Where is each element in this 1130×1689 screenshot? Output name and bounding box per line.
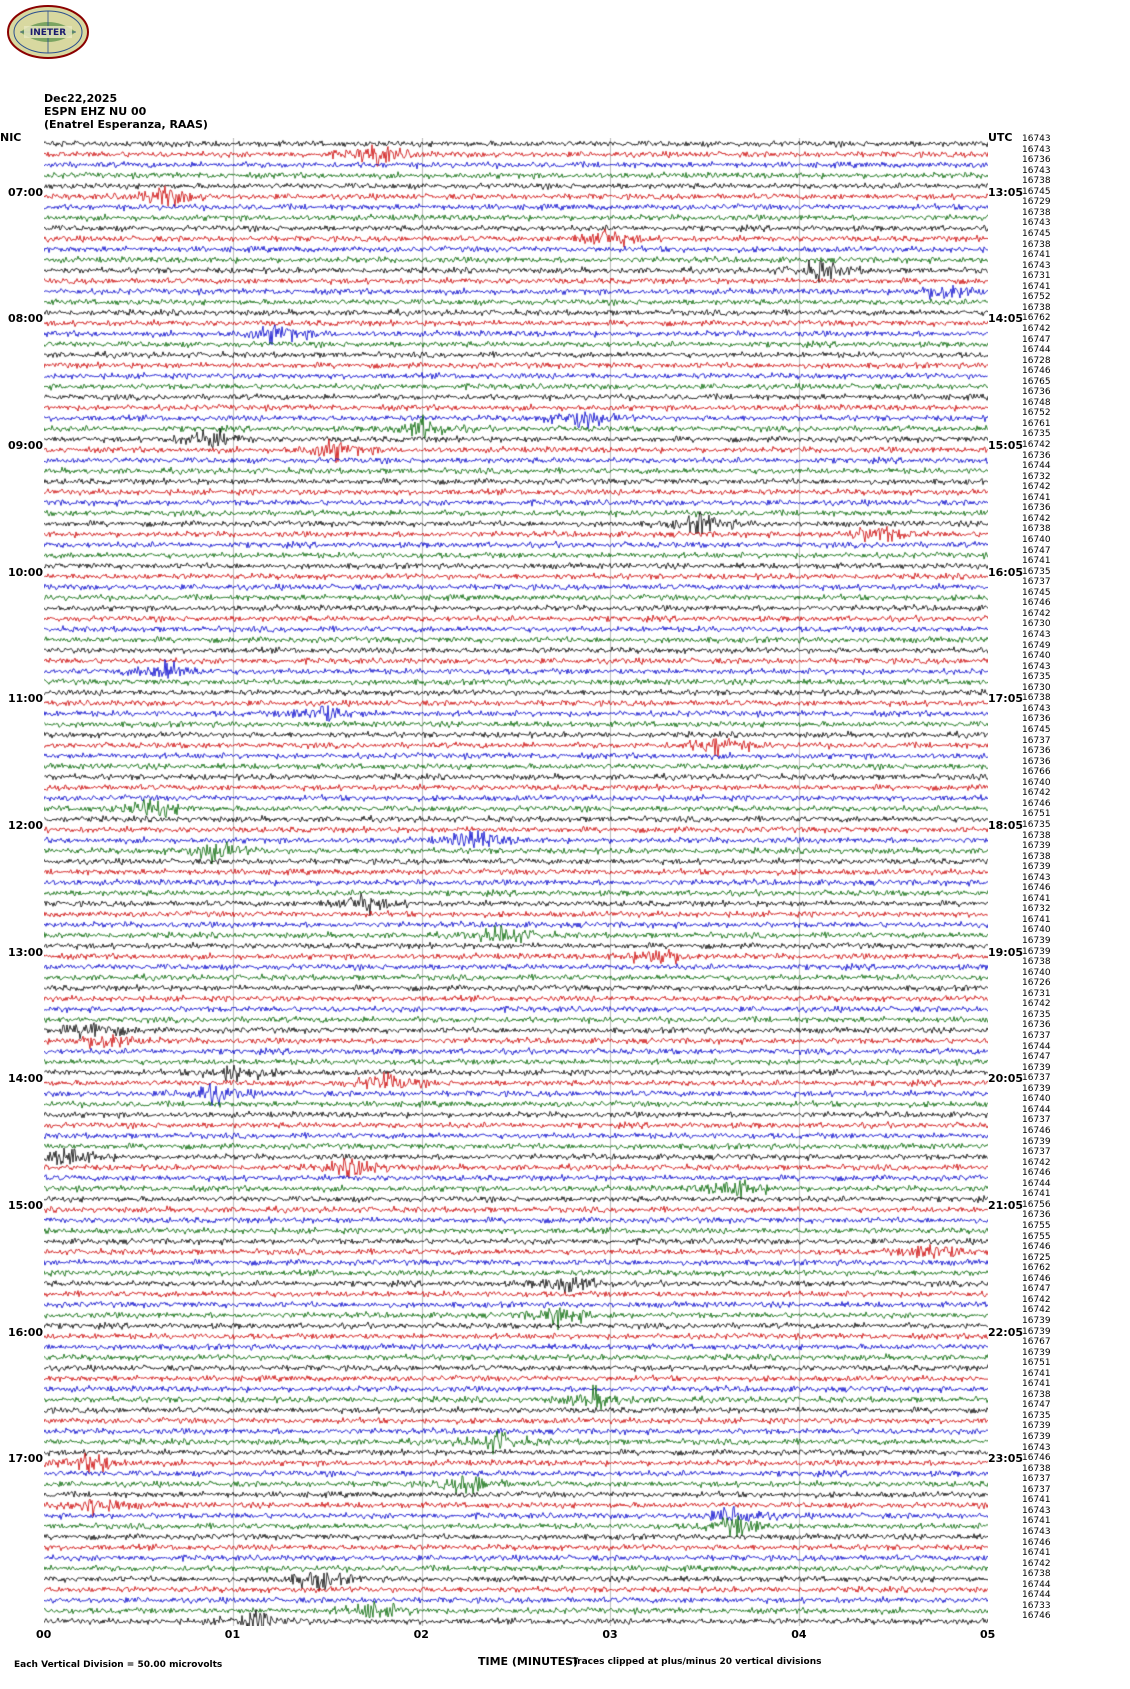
trace-amplitude-value: 16747 [1022,545,1051,556]
trace-amplitude-value: 16744 [1022,461,1051,472]
trace-amplitude-value: 16767 [1022,1337,1051,1348]
header-station: ESPN EHZ NU 00 [44,105,147,118]
clip-note: Traces clipped at plus/minus 20 vertical divisions [572,1657,822,1667]
trace-amplitude-value: 16745 [1022,724,1051,735]
trace-amplitude-value: 16742 [1022,323,1051,334]
trace-amplitude-value: 16736 [1022,756,1051,767]
x-tick-label: 01 [224,1628,241,1641]
trace-amplitude-value: 16737 [1022,1073,1051,1084]
hour-label-local: 17:00 [8,1452,44,1466]
trace-amplitude-value: 16746 [1022,598,1051,609]
trace-amplitude-value: 16744 [1022,1104,1051,1115]
trace-amplitude-value: 16736 [1022,155,1051,166]
trace-amplitude-value: 16735 [1022,566,1051,577]
trace-amplitude-value: 16735 [1022,819,1051,830]
trace-amplitude-value: 16741 [1022,492,1051,503]
trace-amplitude-value: 16739 [1022,1315,1051,1326]
trace-amplitude-value: 16726 [1022,978,1051,989]
trace-amplitude-value: 16743 [1022,1442,1051,1453]
hour-label-utc: 13:05 [988,185,1024,199]
trace-amplitude-value: 16731 [1022,988,1051,999]
trace-amplitude-value: 16737 [1022,1115,1051,1126]
trace-amplitude-value: 16746 [1022,1126,1051,1136]
x-tick-label: 05 [980,1628,996,1641]
trace-amplitude-value: 16739 [1022,862,1051,873]
axis-label-utc: UTC [988,131,1013,144]
hour-label-local: 12:00 [8,818,44,832]
trace-amplitude-value: 16743 [1022,661,1051,672]
trace-amplitude-value: 16743 [1022,218,1051,229]
hour-label-utc: 17:05 [988,692,1024,706]
trace-amplitude-value: 16762 [1022,313,1051,324]
trace-amplitude-value: 16739 [1022,1062,1051,1073]
trace-amplitude-value: 16736 [1022,746,1051,757]
trace-amplitude-value: 16752 [1022,292,1051,303]
trace-amplitude-value: 16736 [1022,387,1051,398]
trace-amplitude-value: 16728 [1022,355,1051,366]
trace-amplitude-value: 16736 [1022,1020,1051,1031]
trace-amplitude-value: 16735 [1022,1410,1051,1421]
trace-amplitude-value: 16730 [1022,619,1051,630]
trace-amplitude-value: 16744 [1022,1590,1051,1601]
trace-amplitude-value: 16742 [1022,999,1051,1010]
x-tick-label: 04 [791,1628,807,1641]
trace-amplitude-value: 16738 [1022,1389,1051,1400]
trace-amplitude-value: 16743 [1022,144,1051,155]
trace-amplitude-value: 16740 [1022,1094,1051,1105]
trace-amplitude-value: 16741 [1022,250,1051,261]
trace-amplitude-value: 16738 [1022,239,1051,250]
trace-amplitude-value: 16738 [1022,1569,1051,1580]
hour-label-local: 07:00 [8,185,44,199]
trace-amplitude-value: 16748 [1022,397,1051,408]
trace-amplitude-value: 16733 [1022,1600,1051,1611]
trace-amplitude-value: 16745 [1022,587,1051,598]
x-tick-label: 00 [36,1628,52,1641]
trace-amplitude-value: 16741 [1022,556,1051,567]
trace-amplitude-value: 16755 [1022,1231,1051,1242]
trace-amplitude-value: 16737 [1022,1474,1051,1485]
trace-amplitude-value: 16743 [1022,134,1051,144]
trace-amplitude-value: 16736 [1022,503,1051,514]
trace-amplitude-value: 16745 [1022,186,1051,197]
trace-amplitude-value: 16735 [1022,672,1051,683]
trace-amplitude-value: 16738 [1022,693,1051,704]
trace-amplitude-value: 16741 [1022,1548,1051,1559]
trace-amplitude-value: 16747 [1022,1284,1051,1295]
trace-amplitude-value: 16743 [1022,872,1051,883]
trace-amplitude-value: 16739 [1022,936,1051,947]
trace-amplitude-value: 16736 [1022,450,1051,461]
trace-amplitude-value: 16738 [1022,830,1051,841]
x-tick-label: 02 [413,1628,429,1641]
trace-amplitude-value: 16742 [1022,482,1051,493]
svg-text:INETER: INETER [29,28,67,38]
hour-label-local: 09:00 [8,439,44,453]
trace-amplitude-value: 16739 [1022,1432,1051,1443]
trace-amplitude-value: 16742 [1022,1558,1051,1569]
trace-amplitude-value: 16744 [1022,1579,1051,1590]
hour-label-utc: 23:05 [988,1452,1024,1466]
trace-amplitude-value: 16742 [1022,1305,1051,1316]
trace-amplitude-value: 16747 [1022,1400,1051,1411]
trace-amplitude-value: 16740 [1022,535,1051,546]
trace-amplitude-value: 16766 [1022,767,1051,778]
trace-amplitude-value: 16747 [1022,334,1051,345]
hour-label-local: 11:00 [8,692,44,706]
trace-amplitude-value: 16739 [1022,946,1051,957]
trace-amplitude-value: 16743 [1022,260,1051,271]
trace-amplitude-value: 16732 [1022,904,1051,915]
trace-amplitude-value: 16765 [1022,376,1051,387]
trace-amplitude-value: 16737 [1022,1031,1051,1042]
trace-amplitude-value: 16737 [1022,735,1051,746]
trace-amplitude-value: 16735 [1022,429,1051,440]
trace-amplitude-value: 16761 [1022,418,1051,429]
trace-amplitude-value: 16737 [1022,1484,1051,1495]
hour-label-local: 15:00 [8,1198,44,1212]
axis-label-local: NIC [0,131,22,144]
trace-amplitude-value: 16742 [1022,440,1051,451]
trace-amplitude-value: 16741 [1022,1368,1051,1379]
trace-amplitude-value: 16746 [1022,1611,1051,1622]
trace-amplitude-value: 16746 [1022,798,1051,809]
trace-amplitude-value: 16755 [1022,1220,1051,1231]
trace-amplitude-value: 16762 [1022,1263,1051,1274]
trace-amplitude-value: 16756 [1022,1199,1051,1210]
trace-amplitude-value: 16738 [1022,957,1051,968]
x-axis-title: TIME (MINUTES) [478,1655,579,1668]
trace-amplitude-value: 16739 [1022,1083,1051,1094]
trace-amplitude-value: 16738 [1022,1463,1051,1474]
trace-amplitude-value: 16738 [1022,176,1051,187]
hour-label-utc: 21:05 [988,1198,1024,1212]
trace-amplitude-value: 16738 [1022,302,1051,313]
hour-label-local: 08:00 [8,312,44,326]
trace-amplitude-value: 16746 [1022,1453,1051,1464]
trace-amplitude-value: 16735 [1022,1009,1051,1020]
trace-amplitude-value: 16742 [1022,513,1051,524]
trace-amplitude-value: 16742 [1022,1294,1051,1305]
trace-amplitude-value: 16743 [1022,630,1051,640]
trace-amplitude-value: 16743 [1022,1505,1051,1516]
trace-amplitude-value: 16739 [1022,1347,1051,1358]
trace-amplitude-value: 16741 [1022,281,1051,292]
trace-amplitude-value: 16738 [1022,207,1051,218]
trace-amplitude-value: 16743 [1022,1527,1051,1538]
trace-amplitude-value: 16739 [1022,1136,1051,1147]
trace-amplitude-value: 16744 [1022,1178,1051,1189]
trace-amplitude-value: 16745 [1022,228,1051,239]
scale-note: Each Vertical Division = 50.00 microvolts [14,1660,223,1670]
trace-amplitude-value: 16736 [1022,714,1051,725]
trace-amplitude-value: 16736 [1022,1210,1051,1221]
hour-label-utc: 15:05 [988,439,1024,453]
trace-amplitude-value: 16752 [1022,408,1051,419]
hour-label-local: 13:00 [8,945,44,959]
trace-amplitude-value: 16746 [1022,883,1051,894]
trace-amplitude-value: 16741 [1022,1495,1051,1506]
trace-amplitude-value: 16731 [1022,271,1051,282]
trace-amplitude-value: 16741 [1022,893,1051,904]
trace-amplitude-value: 16742 [1022,608,1051,619]
trace-amplitude-value: 16730 [1022,682,1051,693]
hour-label-utc: 14:05 [988,312,1024,326]
trace-amplitude-value: 16740 [1022,777,1051,788]
trace-amplitude-value: 16743 [1022,703,1051,714]
ineter-logo [6,4,90,60]
trace-amplitude-value: 16738 [1022,524,1051,535]
trace-amplitude-value: 16742 [1022,788,1051,799]
trace-amplitude-value: 16746 [1022,1273,1051,1284]
trace-amplitude-value: 16740 [1022,925,1051,936]
hour-label-utc: 18:05 [988,818,1024,832]
trace-amplitude-value: 16741 [1022,1189,1051,1200]
hour-label-utc: 19:05 [988,945,1024,959]
hour-label-local: 14:00 [8,1072,44,1086]
trace-amplitude-value: 16732 [1022,471,1051,482]
trace-amplitude-value: 16749 [1022,640,1051,651]
trace-amplitude-value: 16751 [1022,1358,1051,1369]
hour-label-utc: 22:05 [988,1325,1024,1339]
trace-amplitude-value: 16737 [1022,1147,1051,1158]
trace-amplitude-value: 16746 [1022,1242,1051,1253]
hour-label-utc: 16:05 [988,565,1024,579]
hour-label-utc: 20:05 [988,1072,1024,1086]
x-axis-ticks [0,1628,1130,1642]
header-location: (Enatrel Esperanza, RAAS) [44,118,208,131]
trace-amplitude-value: 16741 [1022,1516,1051,1527]
trace-amplitude-value: 16740 [1022,651,1051,662]
trace-amplitude-value: 16744 [1022,1041,1051,1052]
trace-amplitude-value: 16739 [1022,841,1051,852]
hour-label-local: 16:00 [8,1325,44,1339]
trace-amplitude-value: 16746 [1022,1168,1051,1179]
trace-amplitude-value: 16746 [1022,366,1051,377]
hour-label-local: 10:00 [8,565,44,579]
x-tick-label: 03 [602,1628,618,1641]
trace-amplitude-value: 16739 [1022,1421,1051,1432]
trace-amplitude-value: 16737 [1022,577,1051,588]
trace-amplitude-value: 16729 [1022,197,1051,208]
trace-amplitude-value: 16725 [1022,1252,1051,1263]
trace-amplitude-value: 16740 [1022,967,1051,978]
trace-amplitude-value: 16743 [1022,165,1051,176]
trace-amplitude-value: 16744 [1022,345,1051,356]
seismogram-plot [44,138,988,1626]
trace-amplitude-value: 16738 [1022,851,1051,862]
trace-amplitude-value: 16742 [1022,1157,1051,1168]
trace-amplitude-value: 16746 [1022,1537,1051,1548]
header-date: Dec22,2025 [44,92,118,105]
trace-amplitude-value: 16747 [1022,1052,1051,1063]
trace-amplitude-value: 16739 [1022,1326,1051,1337]
trace-amplitude-value: 16741 [1022,914,1051,925]
trace-amplitude-value: 16751 [1022,809,1051,820]
trace-amplitude-value: 16741 [1022,1379,1051,1390]
